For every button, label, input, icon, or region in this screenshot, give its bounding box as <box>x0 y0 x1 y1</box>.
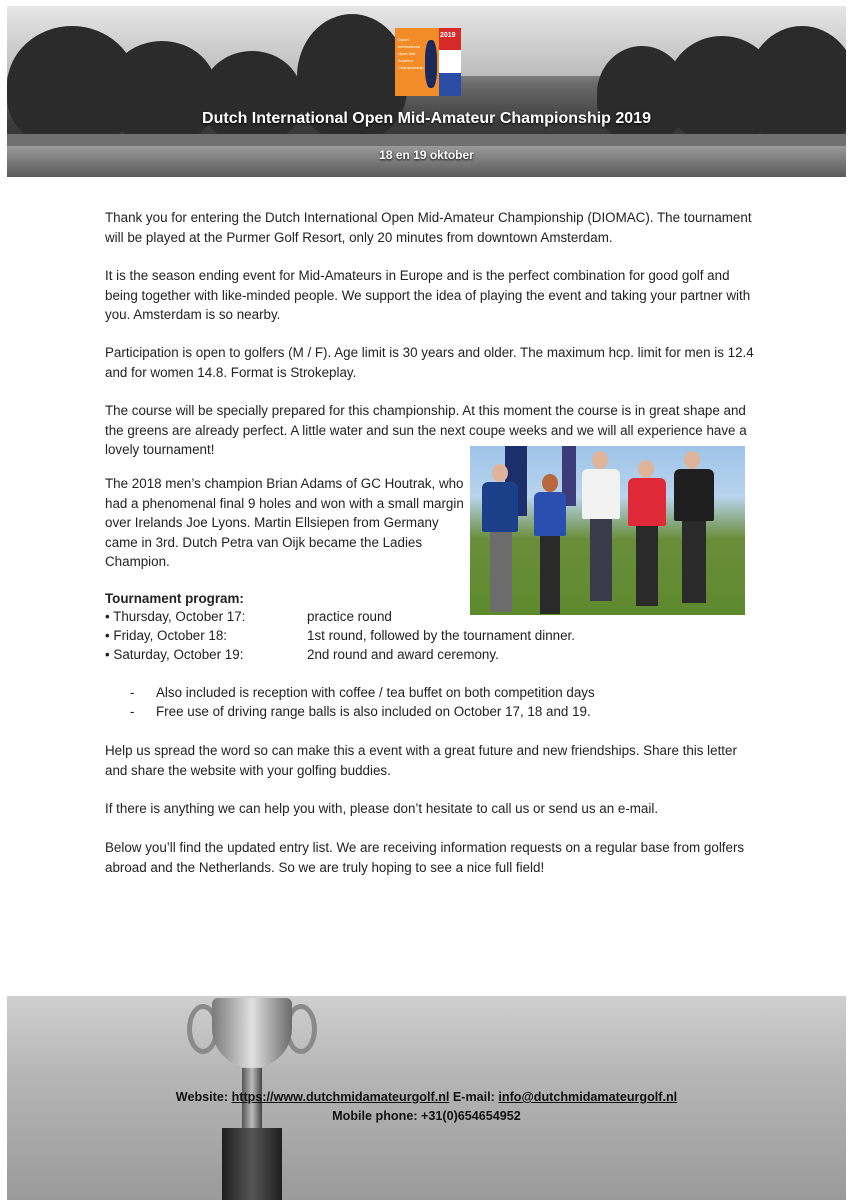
program-day: • Saturday, October 19: <box>105 647 244 662</box>
paragraph-spread-word: Help us spread the word so can make this a event with a great future and new friendships. Share this letter and share the website with your golfing buddies. <box>105 743 737 778</box>
program-activity: 1st round, followed by the tournament dinner. <box>307 628 575 643</box>
email-label: E-mail: <box>452 1090 495 1104</box>
program-day: • Friday, October 18: <box>105 628 228 643</box>
paragraph-intro: Thank you for entering the Dutch International Open Mid-Amateur Championship (DIOMAC). The tournament will be played at the Purmer Golf Resort, only 20 minutes from downtown Amsterdam. <box>105 210 752 245</box>
event-date: 18 en 19 oktober <box>379 148 474 162</box>
footer-banner <box>7 996 846 1200</box>
diomac-logo <box>395 28 461 96</box>
email-link[interactable]: info@dutchmidamateurgolf.nl <box>498 1090 678 1104</box>
program-day: • Thursday, October 17: <box>105 609 246 624</box>
phone-line: Mobile phone: +31(0)654654952 <box>332 1109 521 1123</box>
list-dash: - <box>130 685 135 700</box>
program-heading: Tournament program: <box>105 591 244 606</box>
included-text: Free use of driving range balls is also included on October 17, 18 and 19. <box>156 704 591 719</box>
paragraph-season: It is the season ending event for Mid-Amateurs in Europe and is the perfect combination for good golf and being together with like-minded people. We support the idea of playing the event and taking your partner with you. Amsterdam is so nearby. <box>105 268 751 322</box>
website-label: Website: <box>175 1090 229 1104</box>
paragraph-course: The course will be specially prepared for this championship. At this moment the course is in great shape and the greens are already perfect. A little water and sun the next coupe weeks and we will all experience have a lovely tournament! <box>105 403 747 457</box>
champions-photo <box>470 446 745 615</box>
logo-text: Dutch International Open Mid Amateur Championship <box>398 37 424 70</box>
paragraph-champions: The 2018 men’s champion Brian Adams of GC Houtrak, who had a phenomenal final 9 holes and won with a small margin over Irelands Joe Lyons. Martin Ellsiepen from Germany came in 3rd. Dutch Petra van Oijk became the Ladies Champion. <box>105 476 464 569</box>
tree-silhouette <box>747 26 846 146</box>
paragraph-entry-list: Below you’ll find the updated entry list. We are receiving information requests on a regular base from golfers abroad and the Netherlands. So we are truly hoping to see a nice full field! <box>105 840 745 875</box>
list-dash: - <box>130 704 135 719</box>
program-activity: practice round <box>307 609 392 624</box>
program-activity: 2nd round and award ceremony. <box>307 647 499 662</box>
header-banner <box>7 6 846 177</box>
included-text: Also included is reception with coffee / tea buffet on both competition days <box>156 685 595 700</box>
page-title: Dutch International Open Mid-Amateur Championship 2019 <box>202 110 651 127</box>
paragraph-participation: Participation is open to golfers (M / F). Age limit is 30 years and older. The maximum hcp. limit for men is 12.4 and for women 14.8. Format is Strokeplay. <box>105 345 754 380</box>
footer-contact-line <box>7 1090 846 1104</box>
golfer-icon <box>425 40 437 88</box>
website-link[interactable]: https://www.dutchmidamateurgolf.nl <box>231 1090 450 1104</box>
paragraph-contact: If there is anything we can help you with, please don’t hesitate to call us or send us an e-mail. <box>105 801 659 816</box>
logo-year: 2019 <box>440 32 456 39</box>
